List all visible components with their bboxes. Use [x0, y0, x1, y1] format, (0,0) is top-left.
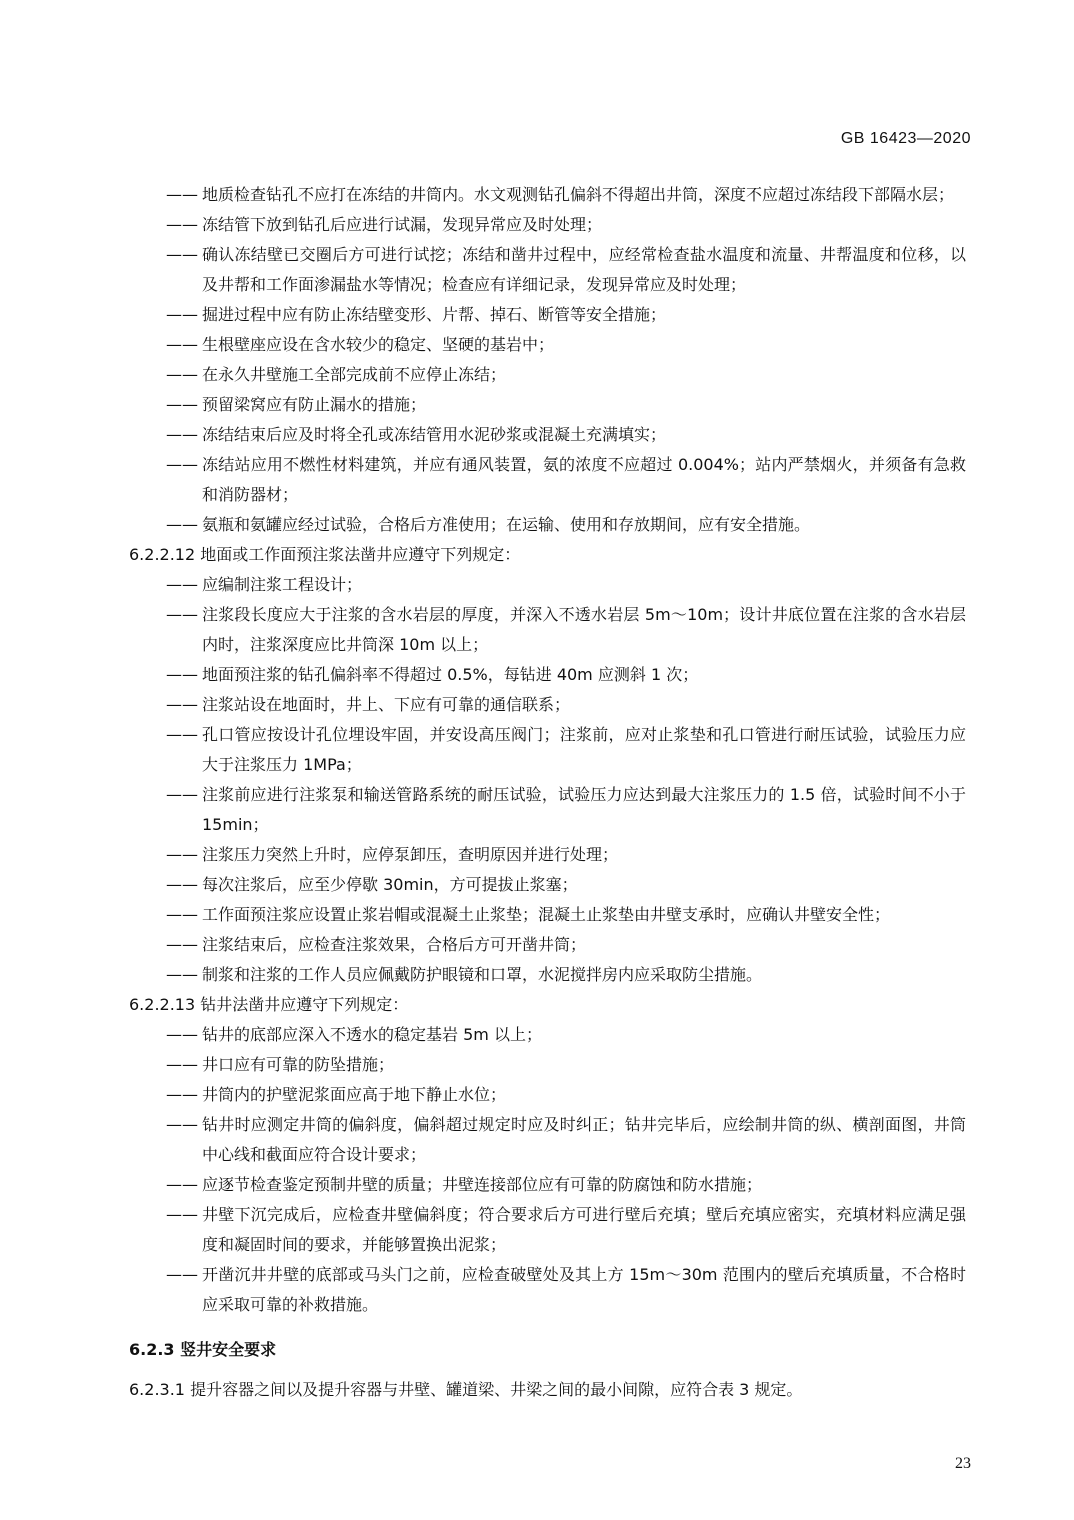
list-dash: ——: [166, 425, 198, 444]
list-item: [166, 1080, 966, 1110]
list-item: [166, 570, 966, 600]
list-item: [166, 960, 966, 990]
list-dash: ——: [166, 1025, 198, 1044]
list-item: [166, 240, 966, 300]
section-heading: 6.2.3 竖井安全要求: [129, 1340, 277, 1359]
list-item-text: 钻井的底部应深入不透水的稳定基岩 5m 以上；: [202, 1025, 542, 1044]
list-item: [166, 1020, 966, 1050]
list-dash: ——: [166, 935, 198, 954]
list-item: [166, 390, 966, 420]
list-dash: ——: [166, 875, 198, 894]
list-item-text: 在永久井壁施工全部完成前不应停止冻结；: [202, 365, 507, 384]
list-dash: ——: [166, 215, 198, 234]
list-item: [166, 840, 966, 870]
list-item: [166, 360, 966, 390]
list-item: [166, 1050, 966, 1080]
list-item-text: 注浆段长度应大于注浆的含水岩层的厚度，并深入不透水岩层 5m～10m；设计井底位置在注浆的含水岩层内时，注浆深度应比井筒深 10m 以上；: [202, 605, 966, 654]
list-dash: ——: [166, 725, 198, 744]
list-dash: ——: [166, 365, 198, 384]
list-dash: ——: [166, 575, 198, 594]
list-item-text: 工作面预注浆应设置止浆岩帽或混凝土止浆垫；混凝土止浆垫由井壁支承时，应确认井壁安全性；: [202, 905, 891, 924]
list-item: [166, 300, 966, 330]
list-dash: ——: [166, 185, 198, 204]
clause-text: 6.2.2.13 钻井法凿井应遵守下列规定：: [129, 995, 409, 1014]
list-item-text: 地质检查钻孔不应打在冻结的井筒内。水文观测钻孔偏斜不得超出井筒，深度不应超过冻结段下部隔水层；: [202, 185, 955, 204]
list-item-text: 冻结管下放到钻孔后应进行试漏，发现异常应及时处理；: [202, 215, 603, 234]
list-dash: ——: [166, 845, 198, 864]
list-dash: ——: [166, 1085, 198, 1104]
list-item: [166, 210, 966, 240]
page-number: 23: [955, 1455, 971, 1472]
clause-text: 6.2.2.12 地面或工作面预注浆法凿井应遵守下列规定：: [129, 545, 521, 564]
list-dash: ——: [166, 965, 198, 984]
list-dash: ——: [166, 605, 198, 624]
list-item-text: 井筒内的护壁泥浆面应高于地下静止水位；: [202, 1085, 507, 1104]
list-item-text: 孔口管应按设计孔位埋设牢固，并安设高压阀门；注浆前，应对止浆垫和孔口管进行耐压试验，试验压力应大于注浆压力 1MPa；: [202, 725, 966, 774]
list-item: [166, 1170, 966, 1200]
list-item: [166, 780, 966, 840]
clause-text: 6.2.3.1 提升容器之间以及提升容器与井壁、罐道梁、井梁之间的最小间隙，应符合表 3 规定。: [129, 1380, 803, 1399]
list-dash: ——: [166, 665, 198, 684]
list-item: [166, 450, 966, 510]
list-dash: ——: [166, 395, 198, 414]
list-item: [166, 180, 966, 210]
standard-code: GB 16423—2020: [840, 130, 971, 147]
list-dash: ——: [166, 1055, 198, 1074]
list-dash: ——: [166, 695, 198, 714]
list-item: [166, 600, 966, 660]
list-dash: ——: [166, 335, 198, 354]
list-item-text: 氨瓶和氨罐应经过试验，合格后方准使用；在运输、使用和存放期间，应有安全措施。: [202, 515, 811, 534]
list-item-text: 应编制注浆工程设计；: [202, 575, 363, 594]
list-dash: ——: [166, 905, 198, 924]
list-item: [166, 420, 966, 450]
list-item: [166, 870, 966, 900]
list-item-text: 每次注浆后，应至少停歇 30min，方可提拔止浆塞；: [202, 875, 578, 894]
list-item-text: 生根壁座应设在含水较少的稳定、坚硬的基岩中；: [202, 335, 555, 354]
list-item: [166, 660, 966, 690]
list-dash: ——: [166, 455, 198, 474]
list-item: [166, 1200, 966, 1260]
list-item: [166, 690, 966, 720]
list-item-text: 应逐节检查鉴定预制井壁的质量；井壁连接部位应有可靠的防腐蚀和防水措施；: [202, 1175, 763, 1194]
list-item: [166, 330, 966, 360]
list-item: [166, 900, 966, 930]
list-item-text: 钻井时应测定井筒的偏斜度，偏斜超过规定时应及时纠正；钻井完毕后，应绘制井筒的纵、横剖面图，井筒中心线和截面应符合设计要求；: [202, 1115, 966, 1164]
list-dash: ——: [166, 1265, 198, 1284]
list-item: [166, 720, 966, 780]
list-item: [166, 1260, 966, 1320]
list-item-text: 注浆站设在地面时，井上、下应有可靠的通信联系；: [202, 695, 571, 714]
list-item-text: 掘进过程中应有防止冻结壁变形、片帮、掉石、断管等安全措施；: [202, 305, 667, 324]
list-item-text: 制浆和注浆的工作人员应佩戴防护眼镜和口罩，水泥搅拌房内应采取防尘措施。: [202, 965, 763, 984]
list-dash: ——: [166, 1205, 198, 1224]
list-dash: ——: [166, 1175, 198, 1194]
list-item: [166, 930, 966, 960]
list-item: [166, 1110, 966, 1170]
list-item-text: 井壁下沉完成后，应检查井壁偏斜度；符合要求后方可进行壁后充填；壁后充填应密实，充填材料应满足强度和凝固时间的要求，并能够置换出泥浆；: [202, 1205, 966, 1254]
list-dash: ——: [166, 305, 198, 324]
list-item: [166, 510, 966, 540]
list-item-text: 注浆结束后，应检查注浆效果，合格后方可开凿井筒；: [202, 935, 587, 954]
list-dash: ——: [166, 515, 198, 534]
document-body: [0, 180, 1074, 1405]
list-item-text: 井口应有可靠的防坠措施；: [202, 1055, 395, 1074]
list-item-text: 预留梁窝应有防止漏水的措施；: [202, 395, 427, 414]
list-item-text: 冻结站应用不燃性材料建筑，并应有通风装置，氨的浓度不应超过 0.004%；站内严禁烟火，并须备有急救和消防器材；: [202, 455, 966, 504]
list-dash: ——: [166, 245, 198, 264]
list-item-text: 确认冻结壁已交圈后方可进行试挖；冻结和凿井过程中，应经常检查盐水温度和流量、井帮温度和位移，以及井帮和工作面渗漏盐水等情况；检查应有详细记录，发现异常应及时处理；: [202, 245, 966, 294]
list-dash: ——: [166, 785, 198, 804]
list-item-text: 注浆前应进行注浆泵和输送管路系统的耐压试验，试验压力应达到最大注浆压力的 1.5 倍，试验时间不小于 15min；: [202, 785, 966, 834]
list-item-text: 冻结结束后应及时将全孔或冻结管用水泥砂浆或混凝土充满填实；: [202, 425, 667, 444]
list-item-text: 地面预注浆的钻孔偏斜率不得超过 0.5%，每钻进 40m 应测斜 1 次；: [202, 665, 699, 684]
list-item-text: 开凿沉井井壁的底部或马头门之前，应检查破壁处及其上方 15m～30m 范围内的壁后充填质量，不合格时应采取可靠的补救措施。: [202, 1265, 966, 1314]
list-item-text: 注浆压力突然上升时，应停泵卸压，查明原因并进行处理；: [202, 845, 619, 864]
list-dash: ——: [166, 1115, 198, 1134]
